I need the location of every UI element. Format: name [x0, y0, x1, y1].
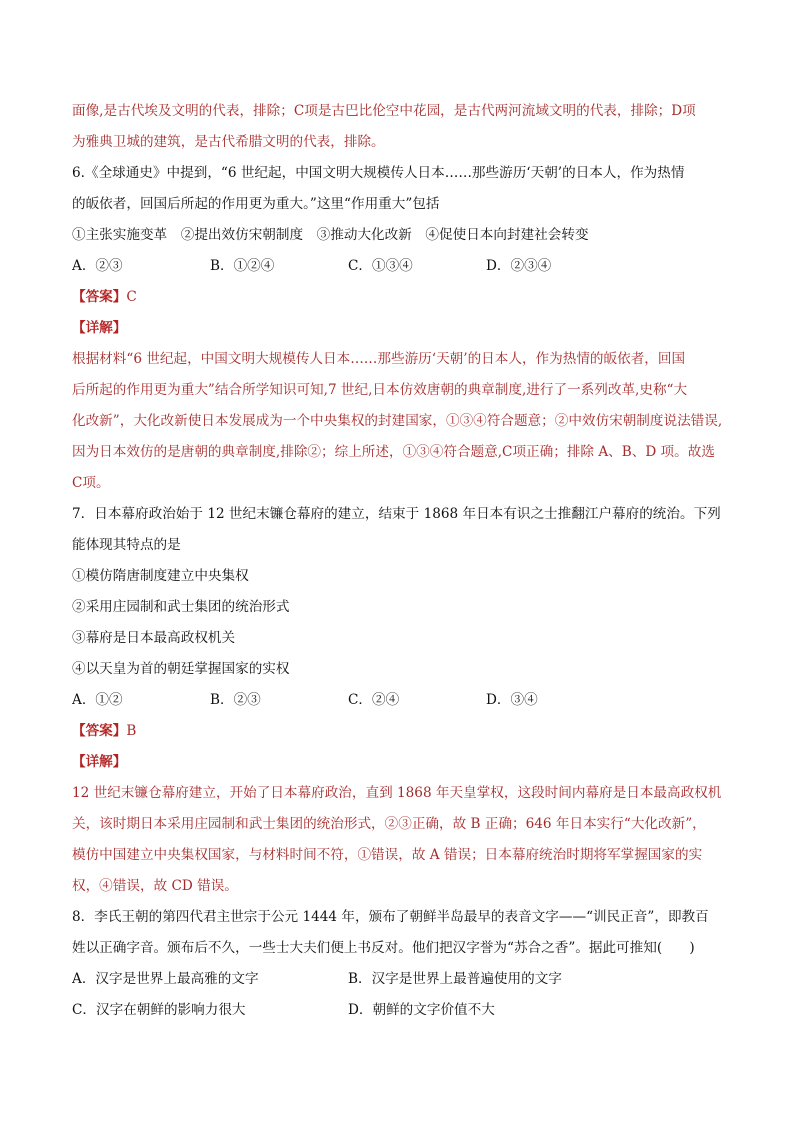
q6-option-c: C．①③④ [348, 258, 413, 274]
q8-options-row-2 [72, 995, 732, 1026]
q7-option-b: B．②③ [210, 692, 261, 708]
q7-answer-label: 【答案】 [72, 723, 127, 739]
q6-answer-label: 【答案】 [72, 289, 127, 305]
q7-option-d: D．③④ [486, 692, 538, 708]
document-page [72, 96, 732, 1026]
q8-option-d: D．朝鲜的文字价值不大 [348, 1002, 495, 1018]
q6-detail-line-1: 根据材料“6 世纪起，中国文明大规模传人日本……那些游历‘天朝’的日本人，作为热情的皈依者，回国 [72, 351, 686, 367]
q8-options-row-1 [72, 964, 732, 995]
q7-options [72, 685, 732, 716]
q6-detail-label: 【详解】 [72, 320, 127, 336]
q6-detail-line-2: 后所起的作用更为重大”结合所学知识可知,7 世纪,日本仿效唐朝的典章制度,进行了一系列改革,史称“大 [72, 382, 688, 398]
q5-explanation-line-1: 面像,是古代埃及文明的代表，排除；C项是古巴比伦空中花园，是古代两河流域文明的代表，排除；D项 [72, 103, 696, 119]
q8-stem-line-2: 姓以正确字音。颁布后不久，一些士大夫们便上书反对。他们把汉字誉为“苏合之香”。据此可推知( ) [72, 940, 695, 956]
q6-detail-line-4: 因为日本效仿的是唐朝的典章制度,排除②；综上所述，①③④符合题意,C项正确；排除 A、B、D 项。故选 [72, 444, 715, 460]
q7-statement-4: ④以天皇为首的朝廷掌握国家的实权 [72, 661, 290, 677]
q6-options [72, 251, 732, 282]
q7-option-c: C．②④ [348, 692, 400, 708]
q7-stem-line-1: 7．日本幕府政治始于 12 世纪末镰仓幕府的建立，结束于 1868 年日本有识之士推翻江户幕府的统治。下列 [72, 506, 721, 522]
q7-statement-1: ①模仿隋唐制度建立中央集权 [72, 568, 249, 584]
q6-option-a: A．②③ [72, 258, 123, 274]
q6-answer-value: C [126, 289, 137, 305]
q7-detail-label: 【详解】 [72, 754, 127, 770]
q6-option-b: B．①②④ [210, 258, 275, 274]
q7-detail-line-2: 关，该时期日本采用庄园制和武士集团的统治形式，②③正确，故 B 正确；646 年日本实行“大化改新”， [72, 816, 706, 832]
q5-explanation-line-2: 为雅典卫城的建筑，是古代希腊文明的代表，排除。 [72, 134, 385, 150]
q7-stem-line-2: 能体现其特点的是 [72, 537, 181, 553]
q7-option-a: A．①② [72, 692, 123, 708]
q7-answer-value: B [126, 723, 137, 739]
q6-statements: ①主张实施变革 ②提出效仿宋朝制度 ③推动大化改新 ④促使日本向封建社会转变 [72, 227, 589, 243]
q6-stem-line-2: 的皈依者，回国后所起的作用更为重大。”这里“作用重大”包括 [72, 196, 440, 212]
q7-statement-2: ②采用庄园制和武士集团的统治形式 [72, 599, 290, 615]
q8-option-a: A．汉字是世界上最高雅的文字 [72, 971, 259, 987]
q8-option-b: B．汉字是世界上最普遍使用的文字 [348, 971, 562, 987]
q7-detail-line-3: 模仿中国建立中央集权国家，与材料时间不符，①错误，故 A 错误；日本幕府统治时期将军掌握国家的实 [72, 847, 703, 863]
q7-detail-line-1: 12 世纪末镰仓幕府建立，开始了日本幕府政治，直到 1868 年天皇掌权，这段时间内幕府是日本最高政权机 [72, 785, 722, 801]
q8-option-c: C．汉字在朝鲜的影响力很大 [72, 1002, 246, 1018]
q8-stem-line-1: 8．李氏王朝的第四代君主世宗于公元 1444 年，颁布了朝鲜半岛最早的表音文字——“训民正音”，即教百 [72, 909, 709, 925]
q6-answer [72, 282, 732, 313]
q7-detail-line-4: 权，④错误，故 CD 错误。 [72, 878, 238, 894]
q6-detail-line-5: C项。 [72, 475, 110, 491]
q7-answer [72, 716, 732, 747]
q6-option-d: D．②③④ [486, 258, 552, 274]
q7-statement-3: ③幕府是日本最高政权机关 [72, 630, 236, 646]
q6-detail-line-3: 化改新”，大化改新使日本发展成为一个中央集权的封建国家，①③④符合题意；②中效仿宋朝制度说法错误, [72, 413, 723, 429]
q6-stem-line-1: 6.《全球通史》中提到，“6 世纪起，中国文明大规模传人日本……那些游历‘天朝’的日本人，作为热情 [72, 165, 685, 181]
